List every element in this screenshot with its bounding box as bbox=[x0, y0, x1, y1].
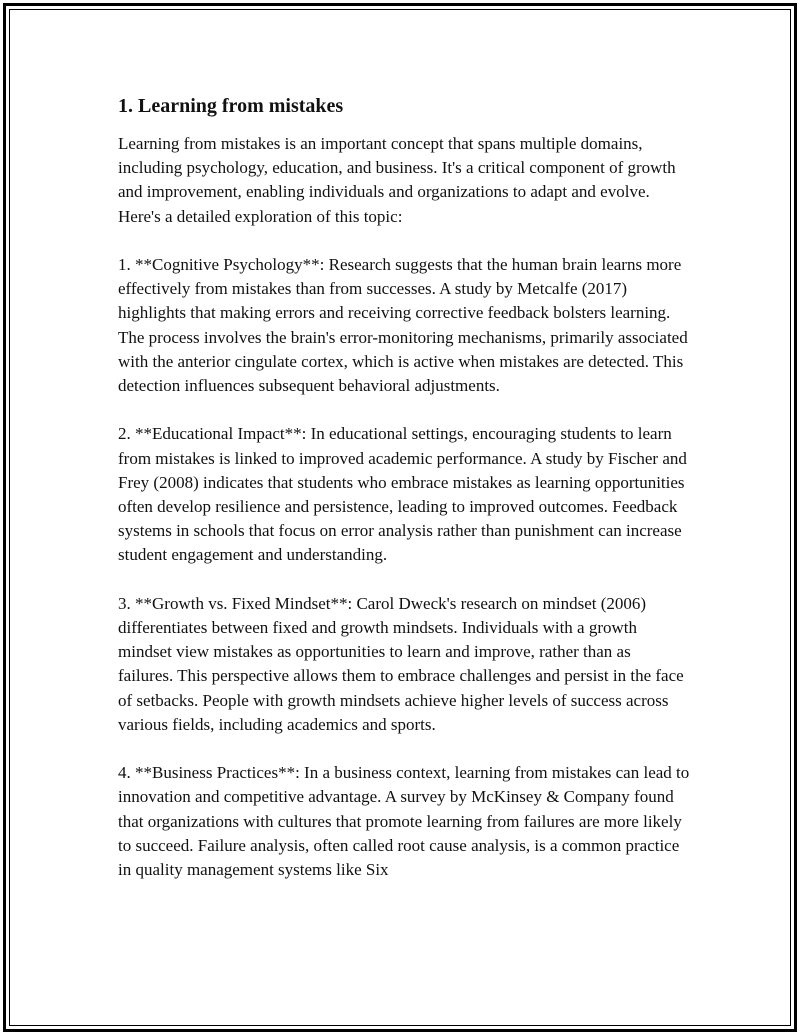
paragraph-growth-mindset: 3. **Growth vs. Fixed Mindset**: Carol Dweck's research on mindset (2006) differentiates between fixed and growth mindsets. Individuals with a growth mindset view mistakes as opportunities to learn and improve, rather than as failures. This perspective allows them to embrace challenges and persist in the face of setbacks. People with growth mindsets achieve higher levels of success across various fields, including academics and sports. bbox=[118, 593, 684, 734]
paragraph-educational-impact: 2. **Educational Impact**: In educational settings, encouraging students to learn from mistakes is linked to improved academic performance. A study by Fischer and Frey (2008) indicates that students who embrace mistakes as learning opportunities often develop resilience and persistence, leading to improved outcomes. Feedback systems in schools that focus on error analysis rather than punishment can increase student engagement and understanding. bbox=[118, 424, 687, 565]
intro-paragraph: Learning from mistakes is an important concept that spans multiple domains, including psychology, education, and business. It's a critical component of growth and improvement, enabling individuals and organizations to adapt and evolve. Here's a detailed exploration of this topic: bbox=[118, 134, 676, 226]
document-body bbox=[118, 92, 690, 906]
section-heading: 1. Learning from mistakes bbox=[118, 95, 344, 117]
paragraph-cognitive-psychology: 1. **Cognitive Psychology**: Research suggests that the human brain learns more effectively from mistakes than from successes. A study by Metcalfe (2017) highlights that making errors and receiving corrective feedback bolsters learning. The process involves the brain's error-monitoring mechanisms, primarily associated with the anterior cingulate cortex, which is active when mistakes are detected. This detection influences subsequent behavioral adjustments. bbox=[118, 255, 688, 396]
paragraph-business-practices: 4. **Business Practices**: In a business context, learning from mistakes can lead to innovation and competitive advantage. A survey by McKinsey & Company found that organizations with cultures that promote learning from failures are more likely to succeed. Failure analysis, often called root cause analysis, is a common practice in quality management systems like Six bbox=[118, 763, 690, 880]
